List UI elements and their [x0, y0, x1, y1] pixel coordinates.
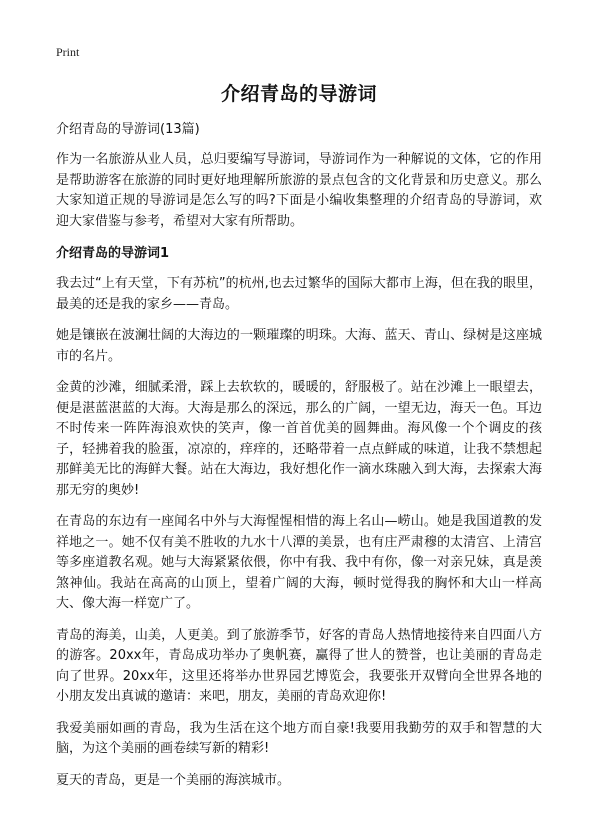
body-paragraph: 在青岛的东边有一座闻名中外与大海惺惺相惜的海上名山—崂山。她是我国道教的发祥地之一。她不仅有美不胜收的九水十八潭的美景，也有庄严肃穆的太清宫、上清宫等多座道教名观。她与大海紧紧依偎，你中有我、我中有你，像一对亲兄妹，真是羡煞神仙。我站在高高的山顶上，望着广阔的大海，顿时觉得我的胸怀和大山一样高大、像大海一样宽广了。: [56, 514, 542, 611]
intro-paragraph: 作为一名旅游从业人员，总归要编写导游词，导游词作为一种解说的文体，它的作用是帮助游客在旅游的同时更好地理解所旅游的景点包含的文化背景和历史意义。那么大家知道正规的导游词是怎么写的吗?下面是小编收集整理的介绍青岛的导游词，欢迎大家借鉴与参考，希望对大家有所帮助。: [56, 152, 542, 229]
body-paragraph: 青岛的海美，山美，人更美。到了旅游季节，好客的青岛人热情地接待来自四面八方的游客。20xx年，青岛成功举办了奥帆赛，赢得了世人的赞誉，也让美丽的青岛走向了世界。20xx年，这里还将举办世界园艺博览会，我要张开双臂向全世界各地的小朋友发出真诚的邀请：来吧，朋友，美丽的青岛欢迎你!: [56, 627, 542, 704]
page-title: 介绍青岛的导游词: [220, 83, 377, 105]
print-link[interactable]: Print: [56, 45, 80, 59]
body-paragraph: 金黄的沙滩，细腻柔滑，踩上去软软的，暖暖的，舒服极了。站在沙滩上一眼望去，便是湛蓝湛蓝的大海。大海是那么的深远，那么的广阔，一望无边，海天一色。耳边不时传来一阵阵海浪欢快的笑声，像一首首优美的圆舞曲。海风像一个个调皮的孩子，轻拂着我的脸蛋，凉凉的，痒痒的，还略带着一点点鲜咸的味道，让我不禁想起那鲜美无比的海鲜大餐。站在大海边，我好想化作一滴水珠融入到大海，去探索大海那无穷的奥妙!: [56, 380, 542, 498]
body-paragraph: 夏天的青岛，更是一个美丽的海滨城市。: [56, 772, 291, 788]
section-heading: 介绍青岛的导游词1: [56, 246, 170, 261]
body-paragraph: 我爱美丽如画的青岛，我为生活在这个地方而自豪!我要用我勤劳的双手和智慧的大脑，为这个美丽的画卷续写新的精彩!: [56, 720, 542, 756]
document-subtitle: 介绍青岛的导游词(13篇): [56, 122, 200, 137]
body-paragraph: 她是镶嵌在波澜壮阔的大海边的一颗璀璨的明珠。大海、蓝天、青山、绿树是这座城市的名片。: [56, 328, 542, 364]
body-paragraph: 我去过“上有天堂，下有苏杭”的杭州,也去过繁华的国际大都市上海，但在我的眼里，最美的还是我的家乡——青岛。: [56, 276, 542, 312]
